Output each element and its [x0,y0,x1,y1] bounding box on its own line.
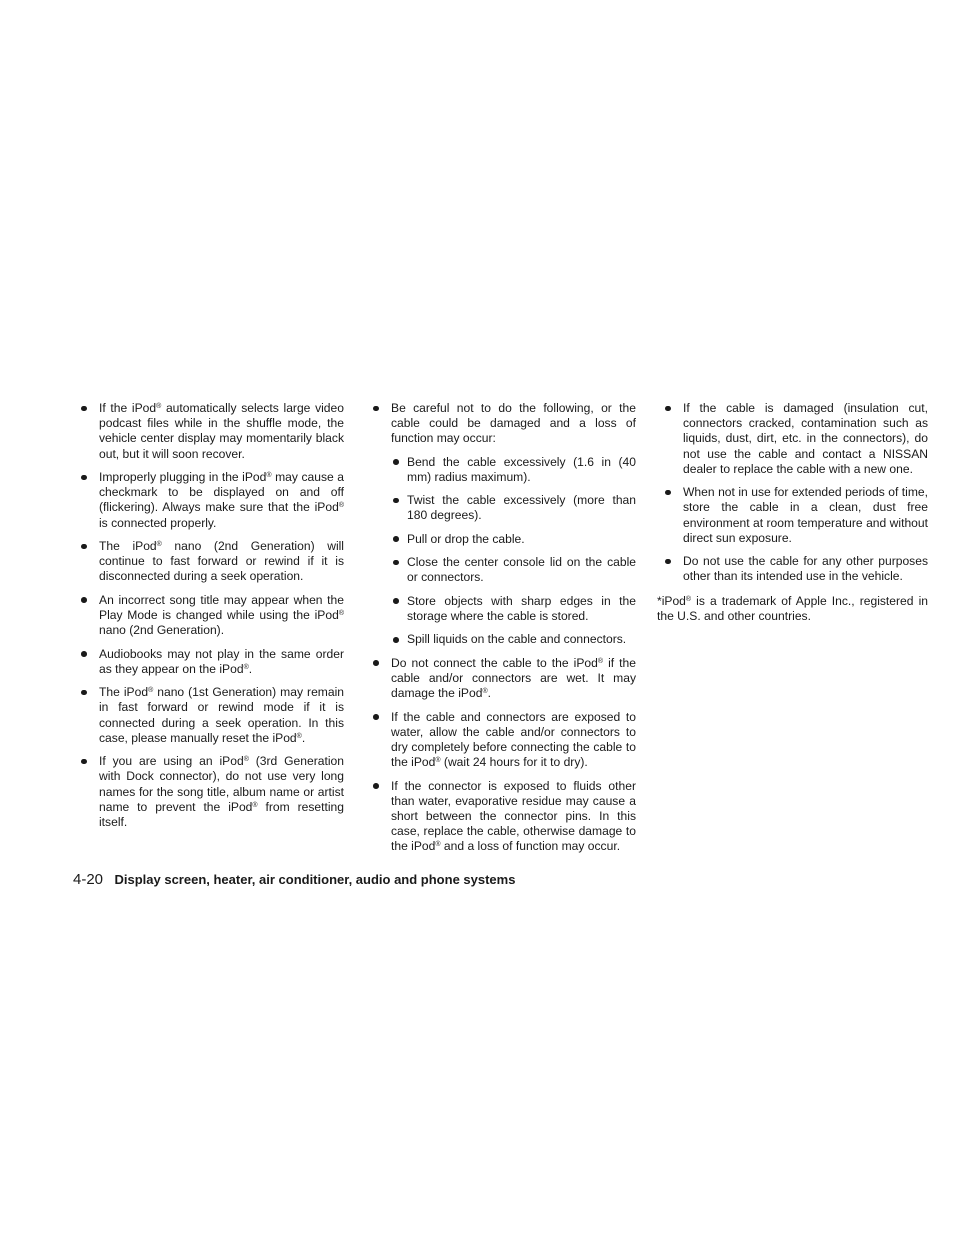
sub-list-item: Close the center console lid on the cable or connectors. [391,555,636,585]
list-item: The iPod® nano (1st Generation) may remain in fast forward or rewind mode if it is connected during a seek operation. In this case, please manually reset the iPod®. [80,685,344,746]
bullet-icon [665,559,671,565]
list-item: An incorrect song title may appear when the Play Mode is changed while using the iPod® nano (2nd Generation). [80,593,344,639]
list-item: If you are using an iPod® (3rd Generation with Dock connector), do not use very long names for the song title, album name or artist name to prevent the iPod® from resetting itself. [80,754,344,830]
page-footer [73,871,515,889]
list-item: When not in use for extended periods of time, store the cable in a clean, dust free environment at room temperature and without direct sun exposure. [657,485,928,546]
list-item: Do not connect the cable to the iPod® if the cable and/or connectors are wet. It may damage the iPod®. [372,656,636,702]
bullet-icon [393,637,399,643]
page-number: 4-20 [73,871,104,888]
sub-list-item: Twist the cable excessively (more than 180 degrees). [391,493,636,523]
list-item: If the connector is exposed to fluids other than water, evaporative residue may cause a short between the connector pins. In this case, replace the cable, otherwise damage to the iPod® and a loss of function may occur. [372,779,636,855]
bullet-icon [665,490,671,496]
bullet-icon [81,406,87,412]
bullet-icon [81,651,87,657]
sub-list-item: Pull or drop the cable. [391,532,636,547]
list-item: If the cable is damaged (insulation cut, connectors cracked, contamination such as liquids, dust, dirt, etc. in the connectors), do not use the cable and contact a NISSAN dealer to replace the cable with a new one. [657,401,928,477]
bullet-icon [373,406,379,412]
column-left [80,401,344,838]
sub-list-item: Spill liquids on the cable and connectors. [391,632,636,647]
list-item: Do not use the cable for any other purposes other than its intended use in the vehicle. [657,554,928,584]
sub-list-item: Store objects with sharp edges in the storage where the cable is stored. [391,594,636,624]
list-item: The iPod® nano (2nd Generation) will continue to fast forward or rewind if it is disconnected during a seek operation. [80,539,344,585]
bullet-icon [665,406,671,412]
bullet-list-cable-care [372,401,636,855]
bullet-list-ipod-notes [80,401,344,830]
bullet-icon [81,690,87,696]
bullet-list-cable-storage [657,401,928,585]
bullet-icon [393,536,399,542]
bullet-icon [393,560,399,566]
sub-bullet-list [391,455,636,648]
column-middle [372,401,636,863]
bullet-icon [81,597,87,603]
bullet-icon [373,783,379,789]
bullet-icon [373,714,379,720]
column-right [657,401,928,624]
list-item-careful: Be careful not to do the following, or the cable could be damaged and a loss of function may occur: Bend the cable excessively (1.6 in (40 mm) radius maximum). Twist the cable excessively (more than 180 degrees). Pull or drop the cable. Close the center console lid on the cable or connectors. Store objects with sharp edges in the storage where the cable is stored. Spill liquids on the cable and connectors. [372,401,636,648]
bullet-icon [393,498,399,504]
bullet-icon [393,598,399,604]
bullet-icon [81,544,87,550]
bullet-icon [393,459,399,465]
section-title: Display screen, heater, air conditioner, audio and phone systems [114,872,516,887]
trademark-footnote: *iPod® is a trademark of Apple Inc., registered in the U.S. and other countries. [657,593,928,623]
bullet-icon [373,660,379,666]
list-item: If the cable and connectors are exposed to water, allow the cable and/or connectors to dry completely before connecting the cable to the iPod® (wait 24 hours for it to dry). [372,710,636,771]
bullet-icon [81,759,87,765]
bullet-icon [81,475,87,481]
sub-list-item: Bend the cable excessively (1.6 in (40 mm) radius maximum). [391,455,636,485]
list-item: Audiobooks may not play in the same order as they appear on the iPod®. [80,647,344,677]
list-item: Improperly plugging in the iPod® may cause a checkmark to be displayed on and off (flickering). Always make sure that the iPod® is connected properly. [80,470,344,531]
list-item: If the iPod® automatically selects large video podcast files while in the shuffle mode, the vehicle center display may momentarily black out, but it will soon recover. [80,401,344,462]
